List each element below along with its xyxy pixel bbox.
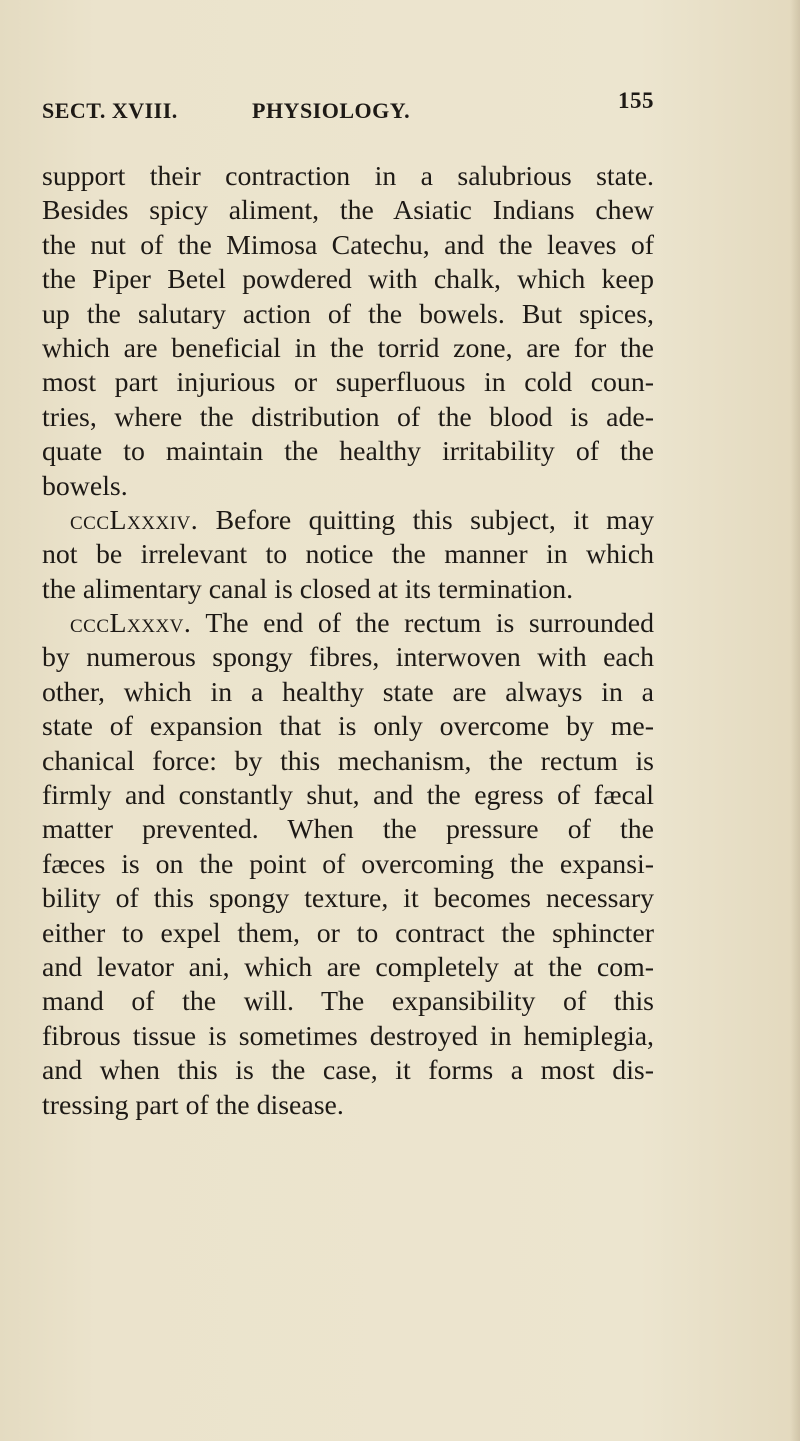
text-line: by numerous spongy fibres, interwoven with each <box>42 642 654 674</box>
paragraph-start-384 <box>42 504 654 538</box>
section-number-385: cccLxxxv. <box>70 608 192 640</box>
text-line: either to expel them, or to contract the sphincter <box>42 917 654 949</box>
body-text <box>42 160 654 1123</box>
text-line: other, which in a healthy state are always in a <box>42 676 654 708</box>
text-line: chanical force: by this mechanism, the rectum is <box>42 745 654 777</box>
text-line: fibrous tissue is sometimes destroyed in hemiplegia, <box>42 1020 654 1052</box>
text-line: matter prevented. When the pressure of the <box>42 814 654 846</box>
text-line: bility of this spongy texture, it becomes necessary <box>42 883 654 915</box>
text-line: the nut of the Mimosa Catechu, and the leaves of <box>42 229 654 261</box>
text-line: which are beneficial in the torrid zone, are for the <box>42 332 654 364</box>
text-line: the alimentary canal is closed at its termination. <box>42 573 574 605</box>
text-line: Besides spicy aliment, the Asiatic Indians chew <box>42 195 654 227</box>
text-line: fæces is on the point of overcoming the expansi- <box>42 848 654 880</box>
text-line: mand of the will. The expansibility of this <box>42 986 654 1018</box>
text-line: and when this is the case, it forms a most dis- <box>42 1055 654 1087</box>
text-line: tressing part of the disease. <box>42 1089 344 1121</box>
text-line: The end of the rectum is surrounded <box>205 608 654 640</box>
text-line: and levator ani, which are completely at the com- <box>42 951 654 983</box>
text-line: quate to maintain the healthy irritability of the <box>42 436 654 468</box>
page-number: 155 <box>618 88 654 113</box>
text-line: state of expansion that is only overcome by me- <box>42 711 654 743</box>
text-line: Before quitting this subject, it may <box>215 504 654 536</box>
running-title: PHYSIOLOGY. <box>252 98 411 123</box>
text-line: not be irrelevant to notice the manner in which <box>42 539 654 571</box>
page-edge-shadow <box>790 0 800 1441</box>
text-line: most part injurious or superfluous in cold coun- <box>42 367 654 399</box>
text-line: firmly and constantly shut, and the egress of fæcal <box>42 780 654 812</box>
section-number-384: cccLxxxiv. <box>70 504 199 536</box>
text-line: support their contraction in a salubrious state. <box>42 161 654 192</box>
paragraph-start-385 <box>42 607 654 641</box>
running-head <box>42 88 654 128</box>
text-line: tries, where the distribution of the blood is ade- <box>42 401 654 433</box>
section-label: SECT. XVIII. <box>42 98 178 123</box>
text-line: the Piper Betel powdered with chalk, which keep <box>42 264 654 296</box>
text-line: up the salutary action of the bowels. But spices, <box>42 298 654 330</box>
text-line: bowels. <box>42 470 128 502</box>
